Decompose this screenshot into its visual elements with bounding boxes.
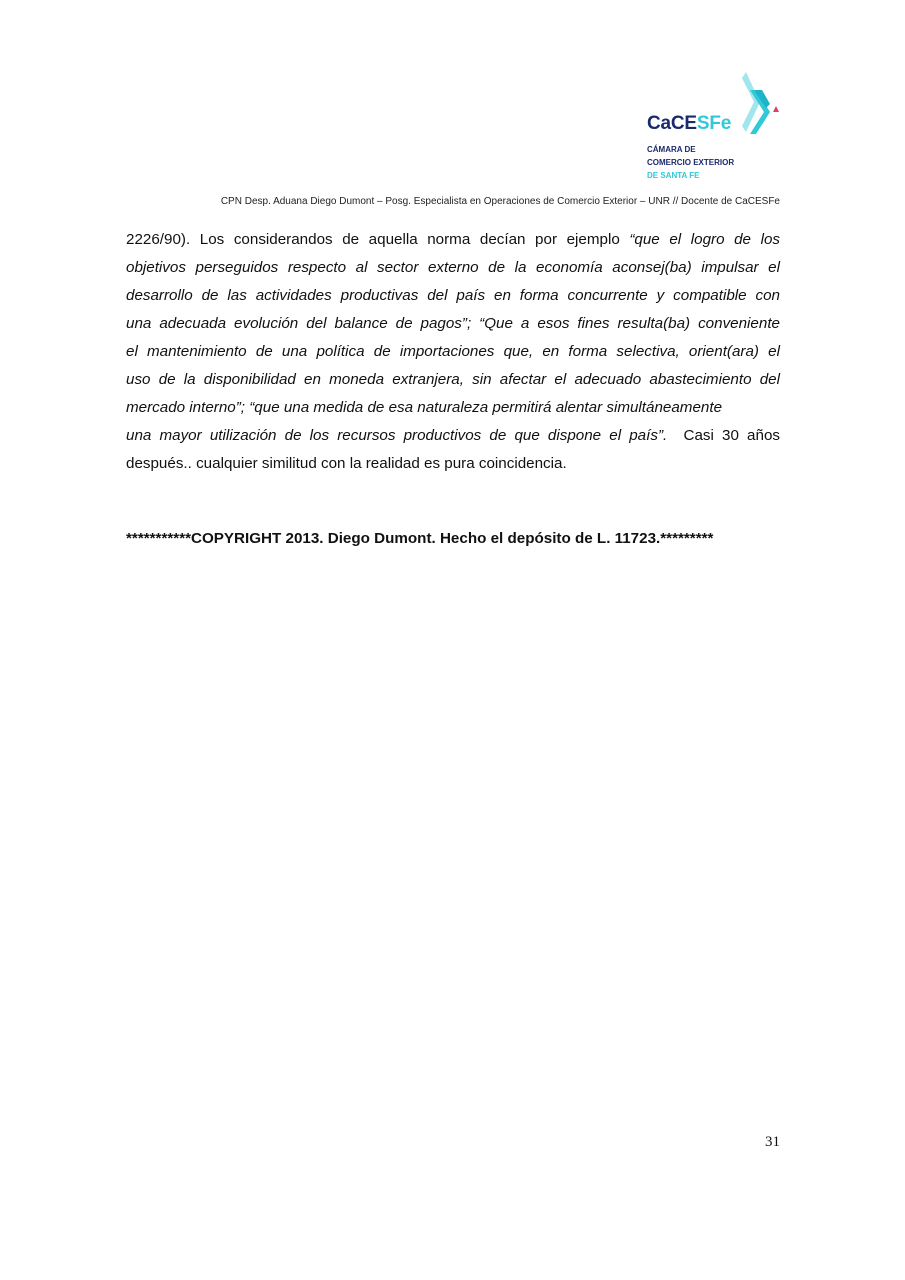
logo-name xyxy=(647,113,731,135)
text-line xyxy=(126,310,780,338)
quote-span: el mantenimiento de una política de importaciones que, en forma selectiva, orient(ara) el xyxy=(126,343,780,360)
quote-span: una adecuada evolución del balance de pagos”; “Que a esos fines resulta(ba) conveniente xyxy=(126,315,780,332)
text-line xyxy=(126,366,780,394)
logo-name-part1: CaCE xyxy=(647,113,697,134)
text-line xyxy=(126,254,780,282)
logo-subtitle-line2: COMERCIO EXTERIOR xyxy=(647,158,735,167)
cacesfe-logo xyxy=(644,66,784,186)
page-number: 31 xyxy=(765,1134,780,1150)
page-header: CPN Desp. Aduana Diego Dumont – Posg. Especialista en Operaciones de Comercio Exterior – UNR // Docente de CaCESFe xyxy=(220,196,780,207)
text-span: Casi 30 años xyxy=(667,427,780,444)
text-line xyxy=(126,338,780,366)
quote-span: “que el logro de los xyxy=(629,231,780,248)
text-line xyxy=(126,422,780,450)
quote-span: una mayor utilización de los recursos productivos de que dispone el país”. xyxy=(126,427,668,444)
quote-span: mercado interno”; “que una medida de esa naturaleza permitirá alentar simultáneamente xyxy=(126,399,723,416)
text-line xyxy=(126,282,780,310)
quote-span: uso de la disponibilidad en moneda extranjera, sin afectar el adecuado abastecimiento del xyxy=(126,371,780,388)
quote-span: objetivos perseguidos respecto al sector externo de la economía aconsej(ba) impulsar el xyxy=(126,259,780,276)
logo-subtitle-line3: DE SANTA FE xyxy=(647,171,700,180)
body-paragraph xyxy=(126,226,780,478)
text-span: 2226/90). Los considerandos de aquella norma decían por ejemplo xyxy=(126,231,630,248)
text-line xyxy=(126,226,780,254)
text-line xyxy=(126,450,780,478)
copyright-notice: ***********COPYRIGHT 2013. Diego Dumont. Hecho el depósito de L. 11723.********* xyxy=(126,530,714,547)
text-line xyxy=(126,394,780,422)
logo-name-part2: SFe xyxy=(696,113,732,134)
chevron-logo-icon xyxy=(740,68,782,134)
logo-subtitle-line1: CÁMARA DE xyxy=(647,145,696,154)
quote-span: desarrollo de las actividades productivas del país en forma concurrente y compatible con xyxy=(126,287,780,304)
text-span: después.. cualquier similitud con la realidad es pura coincidencia. xyxy=(126,455,567,472)
